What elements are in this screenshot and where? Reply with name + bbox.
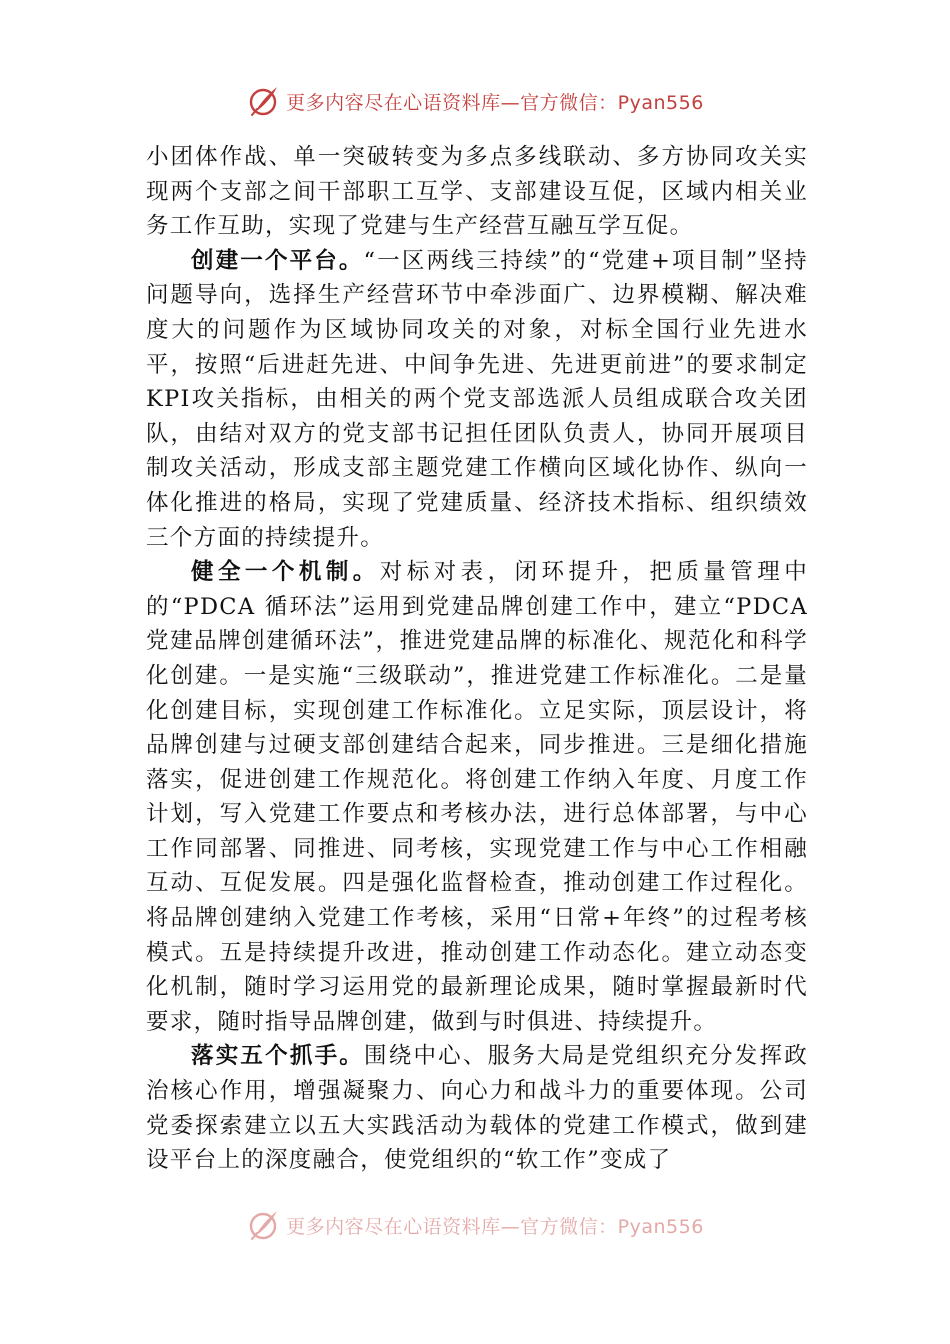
paragraph-text: 围绕中心、服务大局是党组织充分发挥政治核心作用，增强凝聚力、向心力和战斗力的重要体现。公司党委探索建立以五大实践活动为载体的党建工作模式，做到建设平台上的深度融合，使党组织的“软工作”变成了 [146,1043,808,1174]
watermark-footer [0,1208,950,1242]
watermark-text: 更多内容尽在心语资料库—官方微信：Pyan556 [286,91,704,114]
paragraph [146,244,808,555]
paragraph-lead: 落实五个抓手。 [191,1043,365,1070]
feather-pen-logo-icon [246,1208,280,1242]
paragraph-text: 对标对表，闭环提升，把质量管理中的“PDCA 循环法”运用到党建品牌创建工作中，建立“PDCA党建品牌创建循环法”，推进党建品牌的标准化、规范化和科学化创建。一是实施“三级联动”，推进党建工作标准化。二是量化创建目标，实现创建工作标准化。立足实际，顶层设计，将品牌创建与过硬支部创建结合起来，同步推进。三是细化措施落实，促进创建工作规范化。将创建工作纳入年度、月度工作计划，写入党建工作要点和考核办法，进行总体部署，与中心工作同部署、同推进、同考核，实现党建工作与中心工作相融互动、互促发展。四是强化监督检查，推动创建工作过程化。将品牌创建纳入党建工作考核，采用“日常+年终”的过程考核模式。五是持续提升改进，推动创建工作动态化。建立动态变化机制，随时学习运用党的最新理论成果，随时掌握最新时代要求，随时指导品牌创建，做到与时俱进、持续提升。 [146,559,808,1035]
paragraph [146,1039,808,1177]
feather-pen-logo-icon [246,84,280,118]
watermark-text: 更多内容尽在心语资料库—官方微信：Pyan556 [286,1215,704,1238]
paragraph-text: “一区两线三持续”的“党建+项目制”坚持问题导向，选择生产经营环节中牵涉面广、边界模糊、解决难度大的问题作为区域协同攻关的对象，对标全国行业先进水平，按照“后进赶先进、中间争先进、先进更前进”的要求制定KPI攻关指标，由相关的两个党支部选派人员组成联合攻关团队，由结对双方的党支部书记担任团队负责人，协同开展项目制攻关活动，形成支部主题党建工作横向区域化协作、纵向一体化推进的格局，实现了党建质量、经济技术指标、组织绩效三个方面的持续提升。 [146,247,808,551]
paragraph [146,140,808,244]
paragraph-lead: 创建一个平台。 [191,247,364,274]
paragraph-text: 小团体作战、单一突破转变为多点多线联动、多方协同攻关实现两个支部之间干部职工互学、支部建设互促，区域内相关业务工作互助，实现了党建与生产经营互融互学互促。 [146,144,808,240]
document-body [146,140,808,1178]
paragraph [146,555,808,1039]
watermark-header [0,84,950,118]
paragraph-lead: 健全一个机制。 [191,559,380,586]
